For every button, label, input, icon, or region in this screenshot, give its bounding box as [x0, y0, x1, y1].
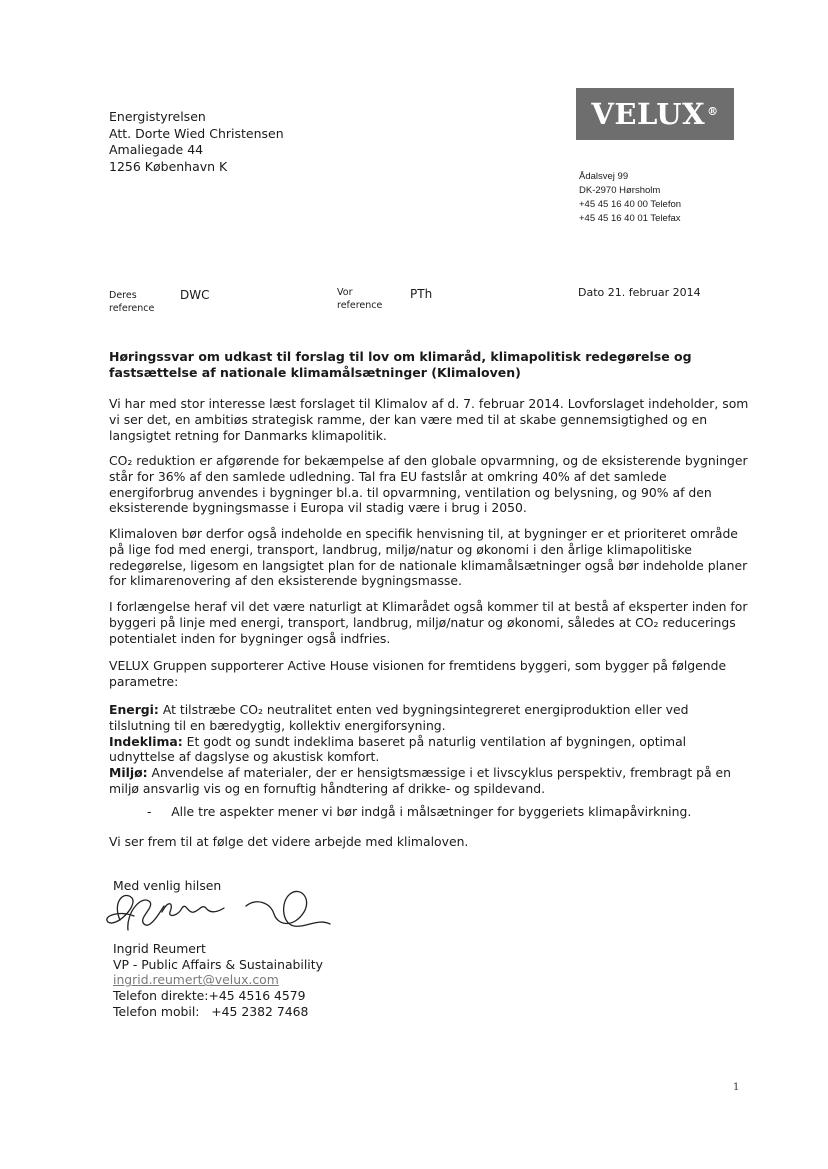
velux-logo [576, 88, 734, 140]
signer-phone-direct: Telefon direkte:+45 4516 4579 [113, 988, 306, 1004]
parameter-energi [109, 702, 749, 734]
deres-reference-label [109, 289, 169, 315]
deres-label-line-1: Deres [109, 290, 137, 301]
parameter-miljo [109, 765, 749, 797]
vor-label-line-1: Vor [337, 287, 353, 298]
closing-sentence: Vi ser frem til at følge det videre arbejde med klimaloven. [109, 834, 469, 849]
vor-reference-label [337, 286, 397, 312]
sender-street: Ådalsvej 99 [579, 171, 629, 182]
recipient-line-1: Energistyrelsen [109, 109, 206, 124]
paragraph-2 [109, 453, 749, 516]
paragraph-1 [109, 396, 749, 443]
paragraph-3-text: Klimaloven bør derfor også indeholde en specifik henvisning til, at bygninger er et prioriteret område på lige fod med energi, transport, landbrug, miljø/natur og økonomi i den årlige klimapolitiske redegørelse, ligesom en langsigtet plan for de nationale klimamålsætninger også bør indeholde planer for klimarenovering af den eksisterende bygningsmasse. [109, 526, 748, 589]
paragraph-5 [109, 658, 749, 690]
vor-reference-value: PTh [410, 287, 433, 301]
paragraph-4 [109, 599, 749, 646]
recipient-address [109, 109, 284, 175]
sender-phone: +45 45 16 40 00 Telefon [579, 199, 682, 210]
signer-title: VP - Public Affairs & Sustainability [113, 956, 323, 972]
paragraph-3 [109, 526, 749, 589]
miljo-label: Miljø: [109, 765, 148, 781]
paragraph-4-text: I forlængelse heraf vil det være naturligt at Klimarådet også kommer til at bestå af eksperter inden for byggeri på linje med energi, transport, landbrug, miljø/natur og økonomi, således at CO₂ reducerings potentialet inden for bygninger også indfries. [109, 599, 748, 646]
page-number: 1 [733, 1082, 740, 1093]
vor-label-line-2: reference [337, 300, 383, 311]
greeting: Med venlig hilsen [113, 878, 222, 893]
recipient-line-2: Att. Dorte Wied Christensen [109, 125, 284, 141]
signer-email[interactable]: ingrid.reumert@velux.com [113, 972, 279, 988]
registered-mark: ® [707, 104, 719, 118]
energi-label: Energi: [109, 702, 159, 717]
parameters-list [109, 702, 749, 797]
bullet-item [147, 804, 691, 819]
indeklima-label: Indeklima: [109, 733, 183, 749]
parameter-indeklima [109, 734, 749, 766]
signer-phone-mobile: Telefon mobil: +45 2382 7468 [113, 1003, 309, 1019]
deres-label-line-2: reference [109, 303, 155, 314]
energi-text: At tilstræbe CO₂ neutralitet enten ved bygningsintegreret energiproduktion eller ved tilslutning til en bæredygtig, kollektiv energiforsyning. [109, 702, 689, 733]
paragraph-2-text: CO₂ reduktion er afgørende for bekæmpelse af den globale opvarmning, og de eksisterende bygninger står for 36% af den samlede udledning. Tal fra EU fastslår at omkring 40% af det samlede energiforbrug anvendes i bygninger bl.a. til opvarmning, ventilation og belysning, og 90% af den eksisterende bygningsmasse i Europa vil stadig være i brug i 2050. [109, 453, 748, 516]
letter-date: Dato 21. februar 2014 [578, 286, 701, 299]
logo-text: VELUX [591, 97, 706, 131]
miljo-text: Anvendelse af materialer, der er hensigtsmæssige i et livscyklus perspektiv, frembragt på en miljø ansvarlig vis og en fornuftig håndtering af drikke- og spildevand. [109, 765, 732, 796]
recipient-line-4: 1256 København K [109, 158, 228, 174]
indeklima-text: Et godt og sundt indeklima baseret på naturlig ventilation af bygningen, optimal udnyttelse af dagslyse og akustisk komfort. [109, 733, 687, 765]
paragraph-5-text: VELUX Gruppen supporterer Active House visionen for fremtidens byggeri, som bygger på følgende parametre: [109, 658, 727, 689]
sender-fax: +45 45 16 40 01 Telefax [579, 213, 681, 224]
signer-name: Ingrid Reumert [113, 940, 206, 956]
bullet-marker: - [147, 804, 152, 819]
recipient-line-3: Amaliegade 44 [109, 142, 204, 157]
paragraph-1-text: Vi har med stor interesse læst forslaget til Klimalov af d. 7. februar 2014. Lovforslaget indeholder, som vi ser det, en ambitiøs strategisk ramme, der kan være med til at skabe gennemsigtighed og en langsigtet retning for Danmarks klimapolitik. [109, 396, 749, 443]
deres-reference-value: DWC [180, 288, 210, 302]
letter-subject: Høringssvar om udkast til forslag til lov om klimaråd, klimapolitisk redegørelse og fastsættelse af nationale klimamålsætninger (Klimaloven) [109, 349, 692, 380]
signature-block [113, 878, 323, 1020]
bullet-text: Alle tre aspekter mener vi bør indgå i målsætninger for byggeriets klimapåvirkning. [171, 804, 692, 819]
sender-city: DK-2970 Hørsholm [579, 185, 661, 196]
sender-address [579, 170, 681, 226]
